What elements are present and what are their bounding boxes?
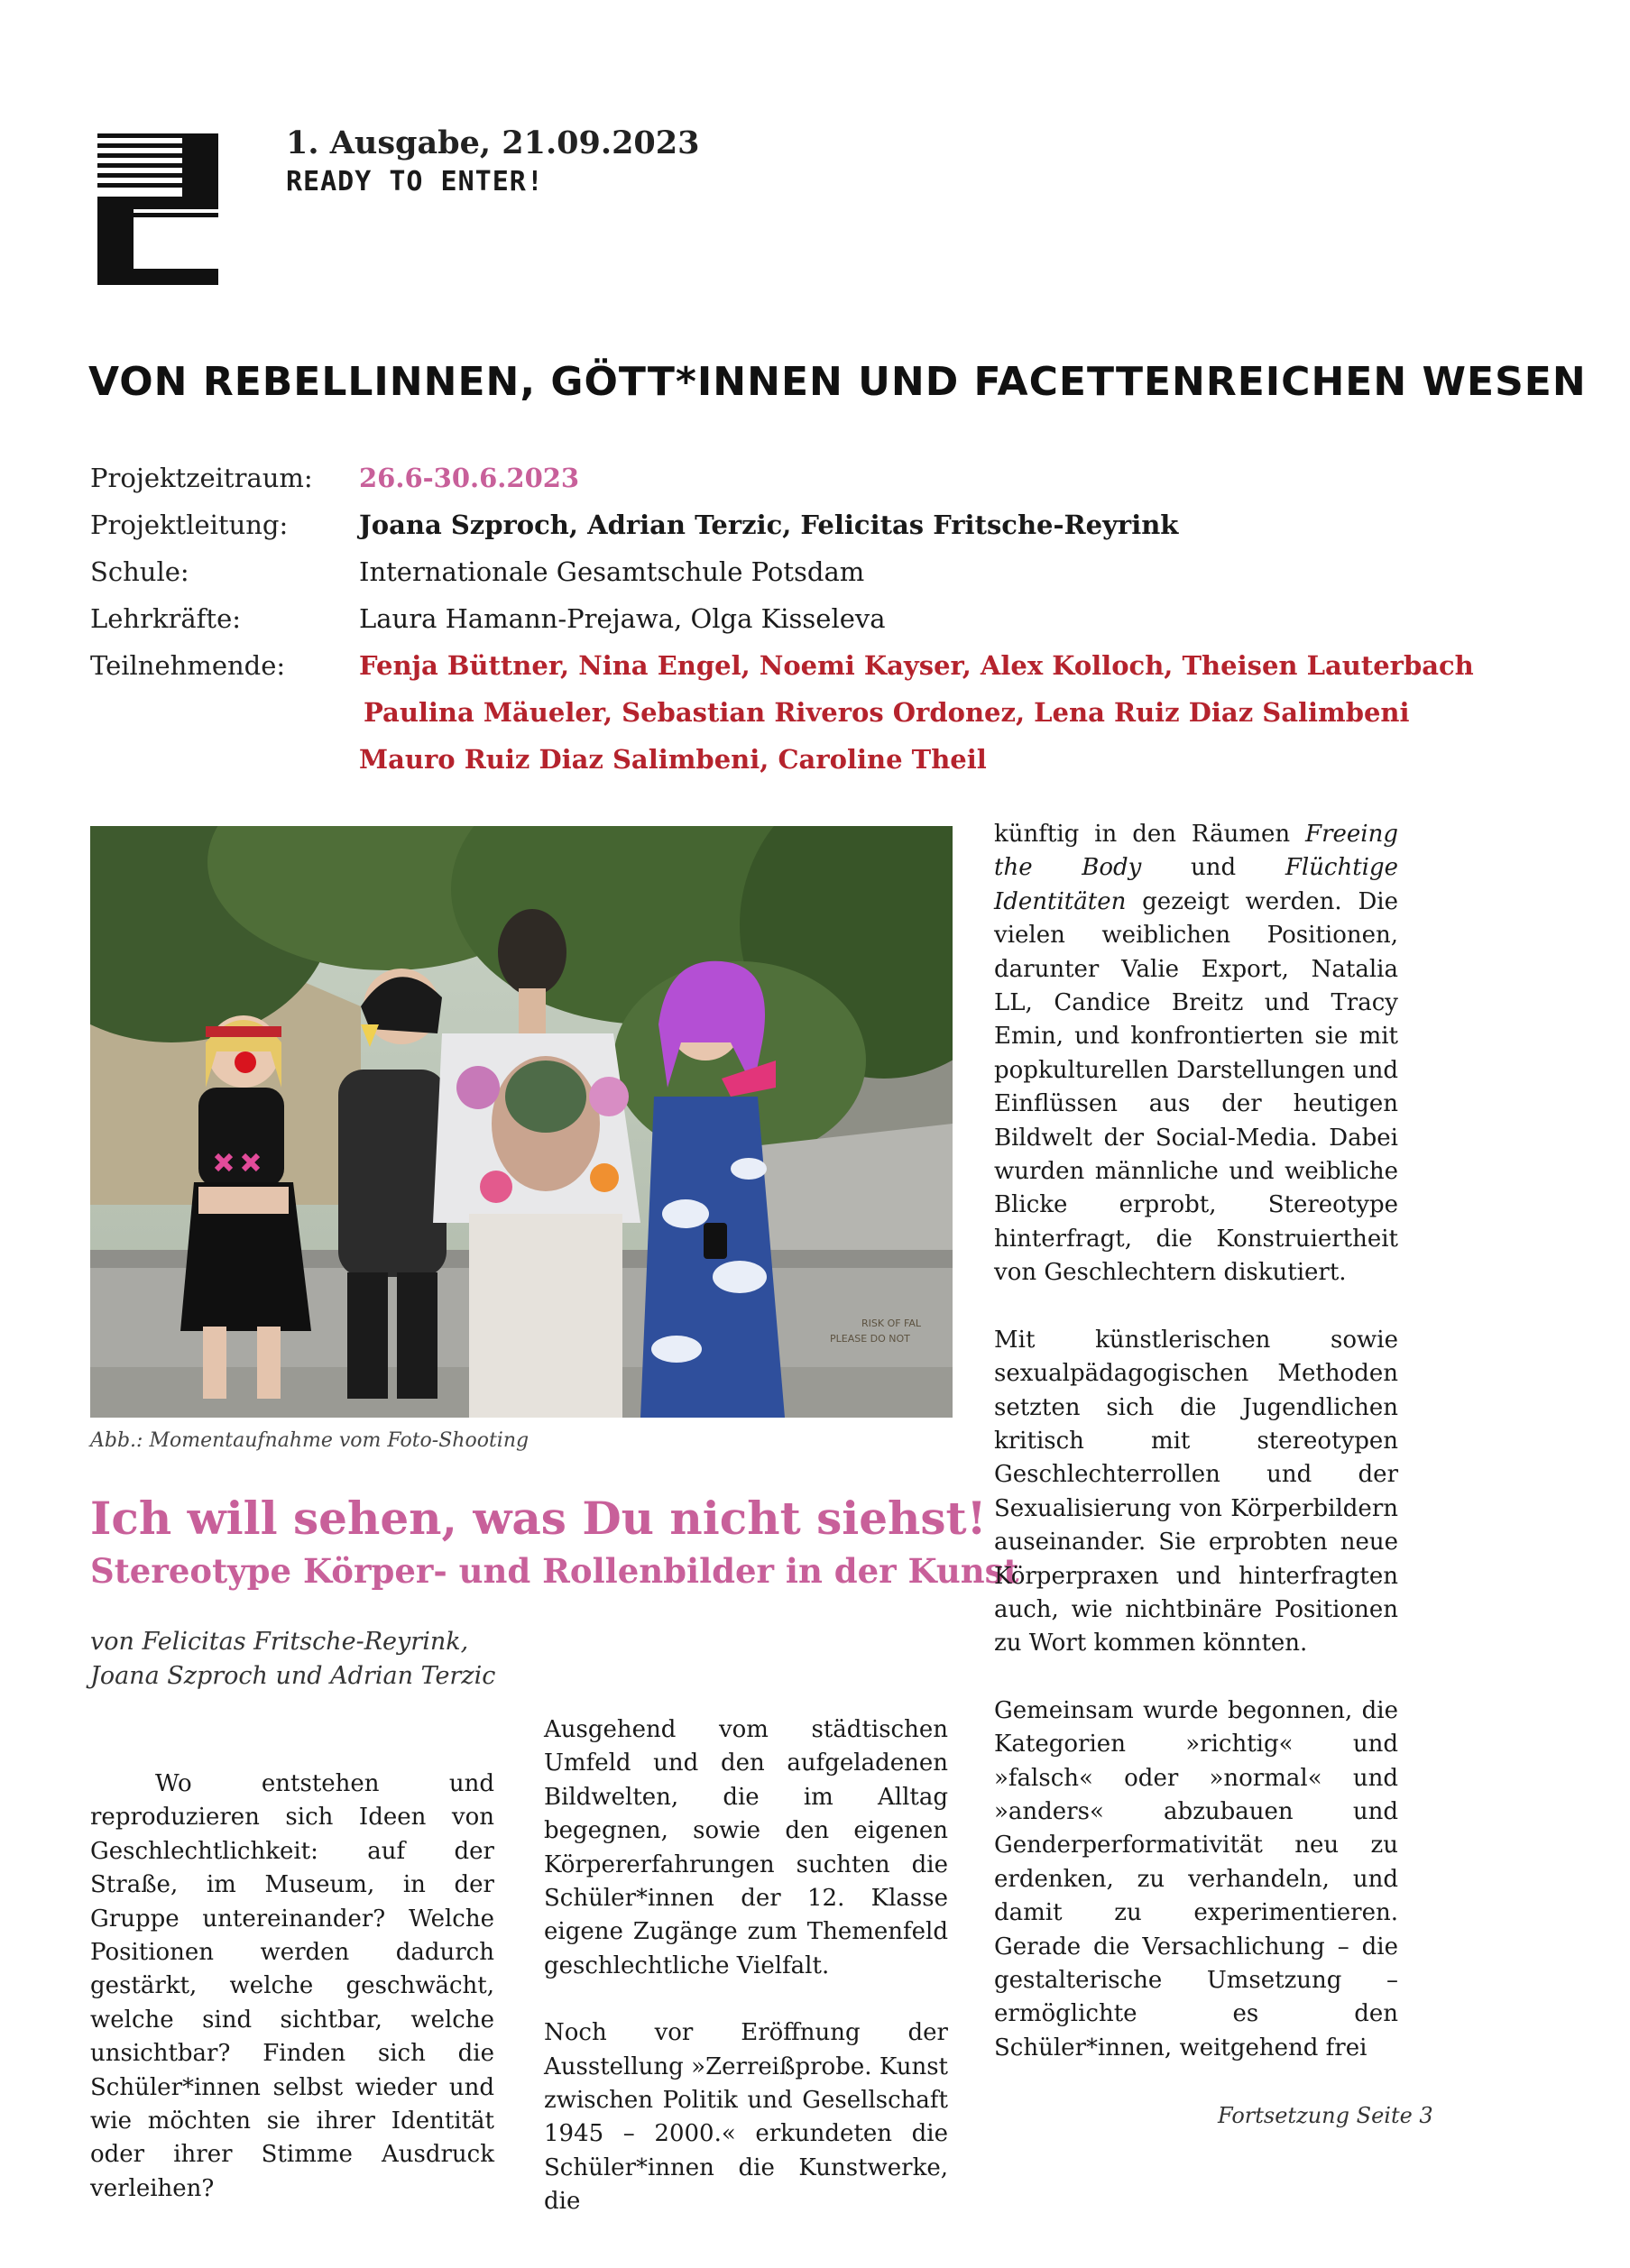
- info-label: Projektzeitraum:: [90, 463, 313, 493]
- info-value: Laura Hamann-Prejawa, Olga Kisseleva: [359, 603, 886, 634]
- article-paragraph: Gemeinsam wurde begonnen, die Kategorien »richtig« und »falsch« oder »normal« und »anders« abzubauen und Genderperformativität neu zu erdenken, zu verhandeln, und damit zu experimentieren. Gerade die Versachlichung – die gestalterische Umsetzung – ermöglichte es den Schüler*innen, weitgehend frei: [994, 1696, 1398, 2061]
- info-label: Lehrkräfte:: [90, 603, 242, 634]
- article-column-1: [90, 1768, 494, 2206]
- article-subtitle: Stereotype Körper- und Rollenbilder in der Kunst: [90, 1551, 1019, 1591]
- sign-text: RISK OF FAL: [861, 1318, 922, 1329]
- sign-text: PLEASE DO NOT: [830, 1333, 910, 1345]
- article-title: Ich will sehen, was Du nicht siehst!: [90, 1492, 987, 1545]
- text-run: und: [1141, 854, 1285, 882]
- tagline: READY TO ENTER!: [286, 166, 544, 197]
- page-headline: VON REBELLINNEN, GÖTT*INNEN UND FACETTENREICHEN WESEN: [88, 359, 1587, 405]
- article-paragraph: Wo entstehen und reproduzieren sich Ideen von Geschlechtlichkeit: auf der Straße, im Museum, in der Gruppe untereinander? Welche Positionen werden dadurch gestärkt, welche geschwächt, welche sind sichtbar, welche unsichtbar? Finden sich die Schüler*innen selbst wieder und wie möchten sie ihrer Identität oder ihrer Stimme Ausdruck verleihen?: [90, 1770, 494, 2202]
- magazine-logo: [97, 133, 218, 285]
- byline-line: von Felicitas Fritsche-Reyrink,: [90, 1628, 469, 1656]
- info-value: Internationale Gesamtschule Potsdam: [359, 556, 865, 587]
- article-column-2: [544, 1713, 948, 2219]
- text-run: gezeigt werden. Die vielen weiblichen Positionen, darunter Valie Export, Natalia LL, Candice Breitz und Tracy Emin, und konfrontierten sie mit popkulturellen Darstellungen und Einflüssen aus der heutigen Bildwelt der Social-Media. Dabei wurden männliche und weibliche Blicke erprobt, Stereotype hinterfragt, die Konstruiertheit von Geschlechtern diskutiert.: [994, 887, 1398, 1287]
- article-paragraph: Mit künstlerischen sowie sexualpädagogischen Methoden setzten sich die Jugendlichen kritisch mit stereotypen Geschlechterrollen und der Sexualisierung von Körperbildern auseinander. Sie erprobten neue Körperpraxen und hinterfragten auch, wie nichtbinäre Positionen zu Wort kommen könnten.: [994, 1326, 1398, 1657]
- participants-line-1: Fenja Büttner, Nina Engel, Noemi Kayser, Alex Kolloch, Theisen Lauterbach: [359, 650, 1474, 681]
- article-byline: [90, 1625, 495, 1694]
- info-value: Joana Szproch, Adrian Terzic, Felicitas Fritsche-Reyrink: [359, 510, 1179, 540]
- text-run: künftig in den Räumen: [994, 821, 1306, 848]
- participants-line-2: Paulina Mäueler, Sebastian Riveros Ordonez, Lena Ruiz Diaz Salimbeni: [364, 697, 1410, 728]
- info-value: 26.6-30.6.2023: [359, 463, 580, 493]
- info-label: Schule:: [90, 556, 189, 587]
- article-paragraph: [994, 818, 1398, 1290]
- info-label: Projektleitung:: [90, 510, 289, 540]
- exhibition-room-name: Flüchtige Identitäten: [994, 854, 1399, 915]
- photo-shooting-image: [90, 826, 953, 1418]
- exhibition-room-name: Freeing the Body: [994, 821, 1398, 882]
- photo-caption: Abb.: Momentaufnahme vom Foto-Shooting: [90, 1429, 530, 1452]
- info-label: Teilnehmende:: [90, 650, 286, 681]
- participants-line-3: Mauro Ruiz Diaz Salimbeni, Caroline Theil: [359, 744, 987, 775]
- byline-line: Joana Szproch und Adrian Terzic: [90, 1662, 496, 1690]
- continuation-note: Fortsetzung Seite 3: [1218, 2103, 1433, 2128]
- article-paragraph: Noch vor Eröffnung der Ausstellung »Zerreißprobe. Kunst zwischen Politik und Gesellschaft 1945 – 2000.« erkundeten die Schüler*innen die Kunstwerke, die: [544, 2019, 948, 2216]
- issue-date: 1. Ausgabe, 21.09.2023: [286, 124, 700, 161]
- article-column-3: [994, 818, 1398, 2065]
- article-paragraph: Ausgehend vom städtischen Umfeld und den aufgeladenen Bildwelten, die im Alltag begegnen, sowie den eigenen Körpererfahrungen suchten die Schüler*innen der 12. Klasse eigene Zugänge zum Themenfeld geschlechtliche Vielfalt.: [544, 1716, 948, 1979]
